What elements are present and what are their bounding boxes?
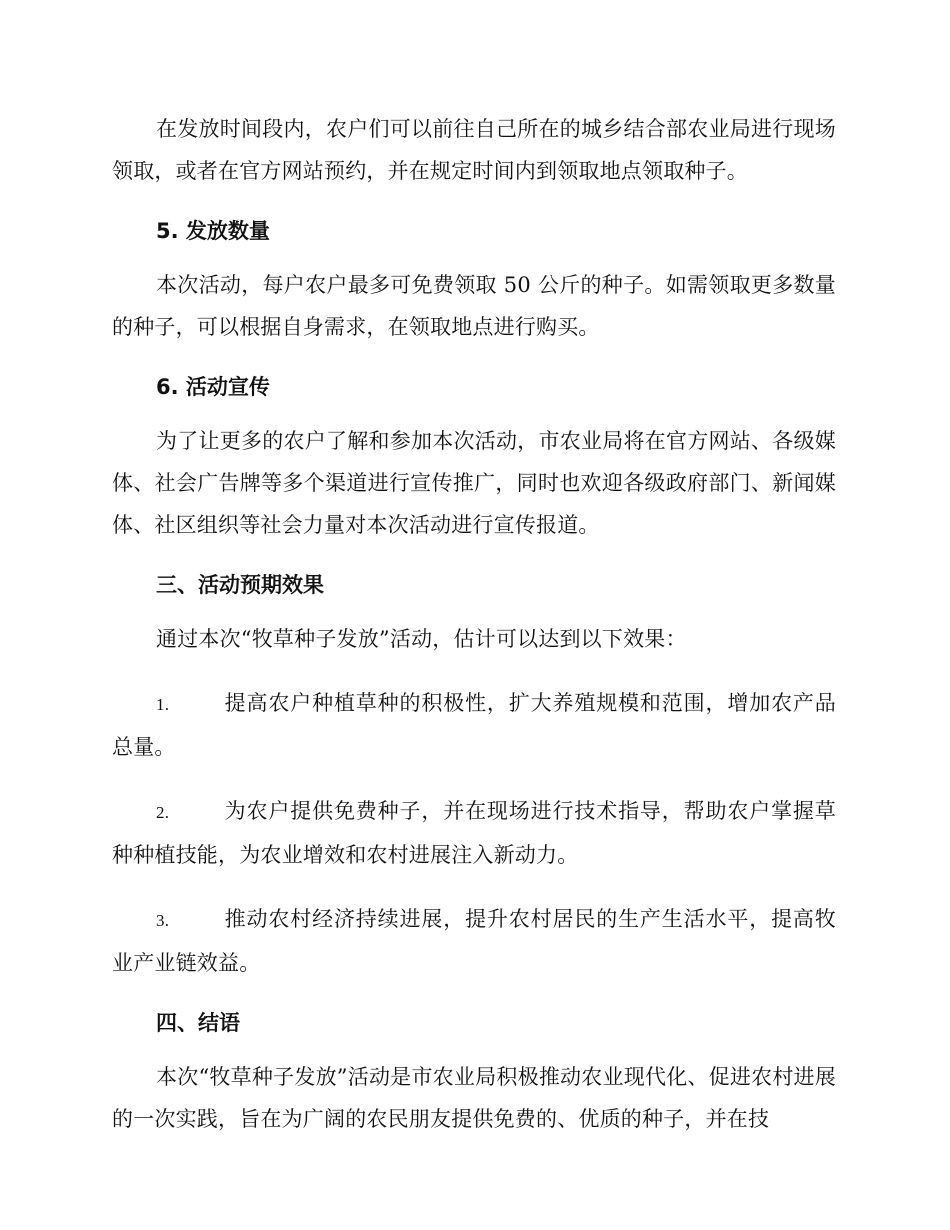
list-item-number: 2. — [156, 803, 170, 822]
list-item-number: 3. — [156, 911, 170, 930]
heading-promotion: 6. 活动宣传 — [156, 375, 270, 399]
heading-quantity: 5. 发放数量 — [156, 219, 270, 243]
list-item-text: 提高农户种植草种的积极性，扩大养殖规模和范围，增加农产品总量。 — [112, 691, 836, 759]
paragraph-conclusion: 本次“牧草种子发放”活动是市农业局积极推动农业现代化、促进农村进展的一次实践，旨在为广阔的农民朋友提供免费的、优质的种子，并在技 — [112, 1065, 836, 1131]
document-page — [112, 108, 836, 1162]
list-item — [112, 898, 836, 984]
paragraph-quantity: 本次活动，每户农户最多可免费领取 50 公斤的种子。如需领取更多数量的种子，可以根据自身需求，在领取地点进行购买。 — [112, 273, 836, 339]
paragraph-effects-intro: 通过本次“牧草种子发放”活动，估计可以达到以下效果： — [156, 627, 687, 651]
list-item — [112, 682, 836, 768]
heading-conclusion: 四、结语 — [156, 1011, 240, 1035]
list-item — [112, 790, 836, 876]
effects-list — [112, 682, 836, 984]
paragraph-promotion: 为了让更多的农户了解和参加本次活动，市农业局将在官方网站、各级媒体、社会广告牌等多个渠道进行宣传推广，同时也欢迎各级政府部门、新闻媒体、社区组织等社会力量对本次活动进行宣传报道。 — [112, 429, 836, 537]
list-item-number: 1. — [156, 695, 170, 714]
list-item-text: 为农户提供免费种子，并在现场进行技术指导，帮助农户掌握草种种植技能，为农业增效和农村进展注入新动力。 — [112, 799, 836, 867]
paragraph-pickup: 在发放时间段内，农户们可以前往自己所在的城乡结合部农业局进行现场领取，或者在官方网站预约，并在规定时间内到领取地点领取种子。 — [112, 117, 836, 183]
list-item-text: 推动农村经济持续进展，提升农村居民的生产生活水平，提高牧业产业链效益。 — [112, 907, 836, 975]
heading-effects: 三、活动预期效果 — [156, 573, 324, 597]
